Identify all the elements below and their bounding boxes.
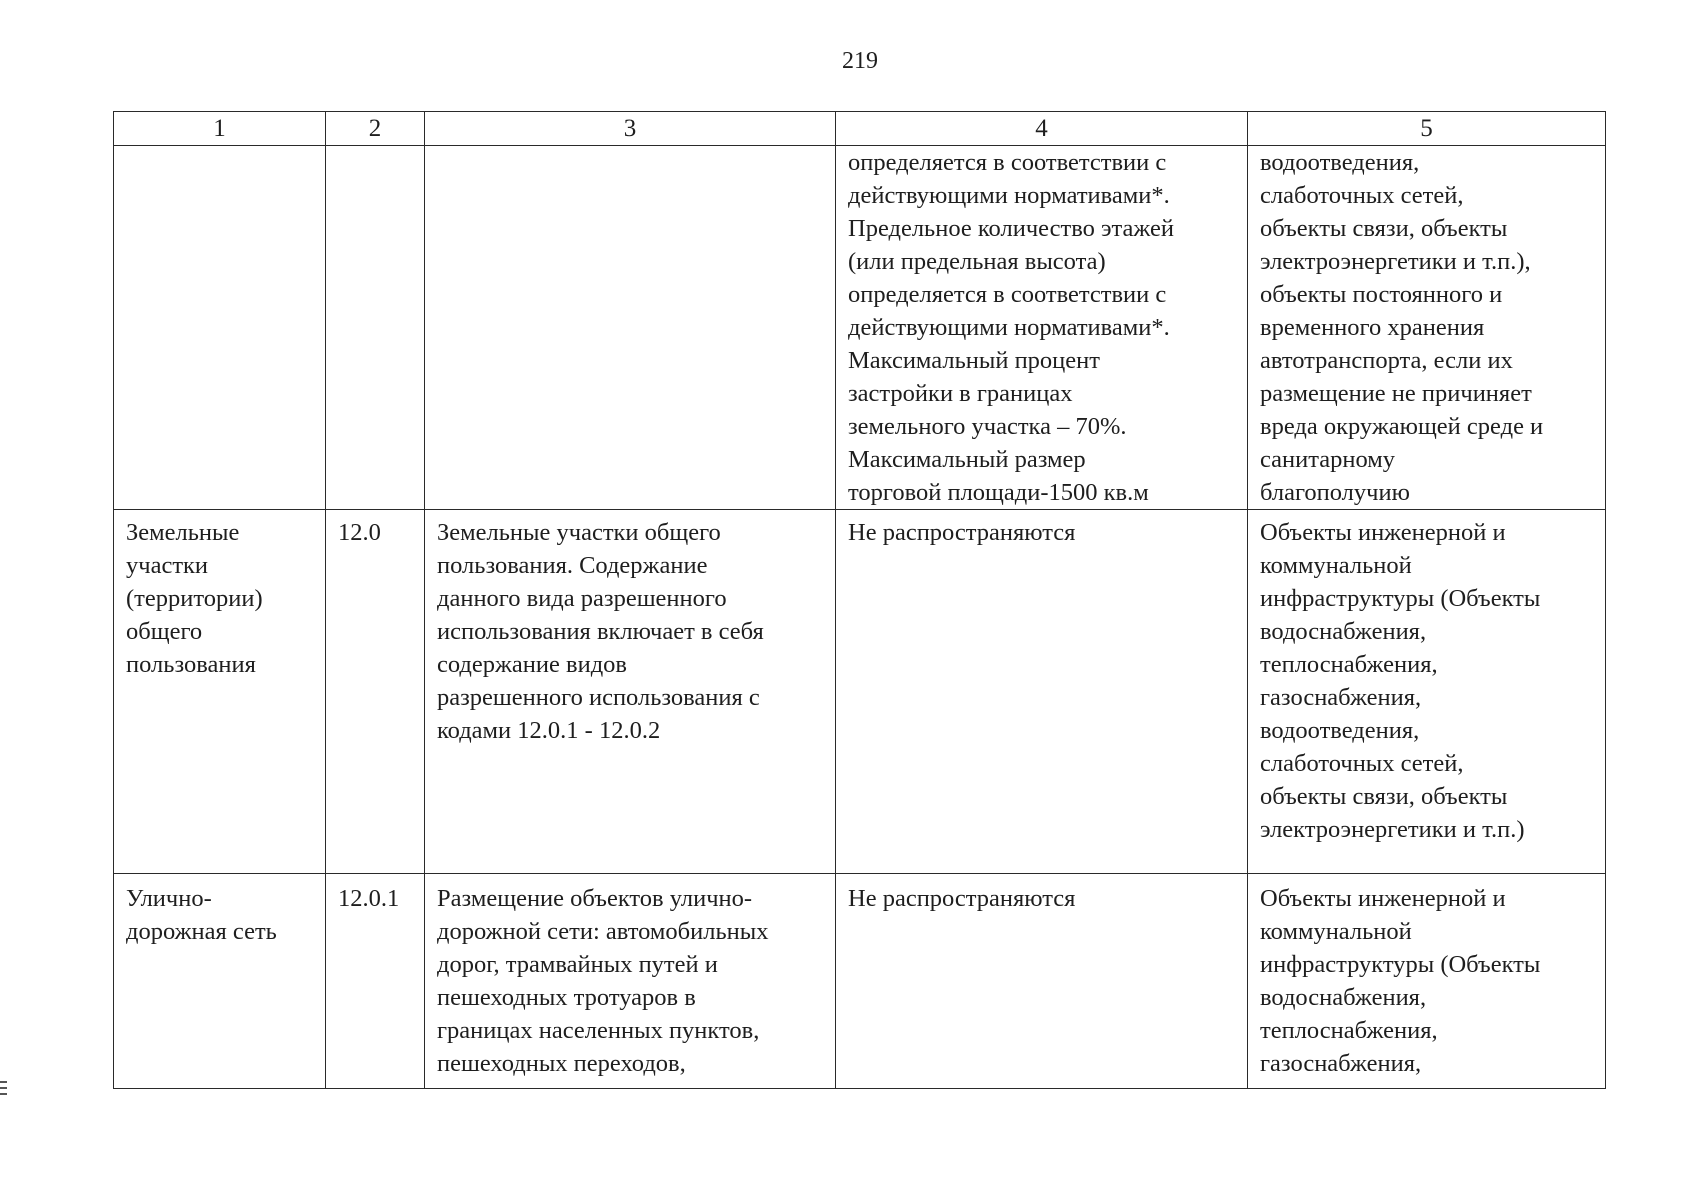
land-use-table [113,111,1606,1089]
text-line: Размещение объектов улично- [437,885,753,912]
text-line: Максимальный процент [848,347,1100,374]
text-line: слаботочных сетей, [1260,750,1464,777]
text-line: дорожной сети: автомобильных [437,918,769,945]
text-line: кодами 12.0.1 - 12.0.2 [437,717,661,744]
text-line: общего [126,618,203,645]
parameters-cell [836,510,1248,874]
text-line: определяется в соответствии с [848,149,1167,176]
text-line: застройки в границах [848,380,1073,407]
text-line: Земельные [126,519,240,546]
use-name-cell [114,146,326,510]
use-name-cell [114,510,326,874]
text-line: вреда окружающей среде и [1260,413,1544,440]
text-line: санитарному [1260,446,1396,473]
text-line: размещение не причиняет [1260,380,1532,407]
use-code-cell [326,510,425,874]
text-line: действующими нормативами*. [848,182,1170,209]
text-line: Не распространяются [848,885,1076,912]
text-line: благополучию [1260,479,1410,506]
header-col-3: 3 [425,112,836,146]
text-line: пешеходных тротуаров в [437,984,696,1011]
table-row [114,510,1606,874]
text-line: границах населенных пунктов, [437,1017,760,1044]
text-line: теплоснабжения, [1260,1017,1438,1044]
text-line: инфраструктуры (Объекты [1260,585,1541,612]
text-line: объекты связи, объекты [1260,783,1508,810]
text-line: газоснабжения, [1260,684,1422,711]
text-line: Земельные участки общего [437,519,721,546]
use-description-cell [425,874,836,1089]
parameters-cell [836,146,1248,510]
text-line: данного вида разрешенного [437,585,727,612]
use-description-cell [425,146,836,510]
text-line: дорожная сеть [126,918,277,945]
text-line: Объекты инженерной и [1260,885,1506,912]
use-name-cell [114,874,326,1089]
parameters-cell [836,874,1248,1089]
text-line: объекты постоянного и [1260,281,1503,308]
use-code: 12.0 [338,519,381,546]
text-line: водоснабжения, [1260,984,1427,1011]
use-code-cell [326,874,425,1089]
text-line: водоотведения, [1260,717,1420,744]
text-line: разрешенного использования с [437,684,760,711]
auxiliary-uses-cell [1248,510,1606,874]
text-line: (или предельная высота) [848,248,1106,275]
auxiliary-uses-cell [1248,146,1606,510]
text-line: дорог, трамвайных путей и [437,951,718,978]
text-line: водоснабжения, [1260,618,1427,645]
text-line: электроэнергетики и т.п.), [1260,248,1531,275]
text-line: электроэнергетики и т.п.) [1260,816,1525,843]
auxiliary-uses-cell [1248,874,1606,1089]
text-line: Объекты инженерной и [1260,519,1506,546]
text-line: пользования. Содержание [437,552,708,579]
text-line: Предельное количество этажей [848,215,1174,242]
scan-edge-mark [0,1081,7,1099]
use-code-cell [326,146,425,510]
text-line: газоснабжения, [1260,1050,1422,1077]
header-col-5: 5 [1248,112,1606,146]
text-line: водоотведения, [1260,149,1420,176]
text-line: инфраструктуры (Объекты [1260,951,1541,978]
text-line: определяется в соответствии с [848,281,1167,308]
table-header-row [114,112,1606,146]
text-line: коммунальной [1260,552,1412,579]
text-line: (территории) [126,585,263,612]
header-col-1: 1 [114,112,326,146]
text-line: Улично- [126,885,212,912]
text-line: участки [126,552,209,579]
text-line: пользования [126,651,256,678]
text-line: теплоснабжения, [1260,651,1438,678]
text-line: Не распространяются [848,519,1076,546]
text-line: слаботочных сетей, [1260,182,1464,209]
use-description-cell [425,510,836,874]
table-row [114,146,1606,510]
header-col-2: 2 [326,112,425,146]
text-line: действующими нормативами*. [848,314,1170,341]
text-line: объекты связи, объекты [1260,215,1508,242]
table-row [114,874,1606,1089]
use-code: 12.0.1 [338,885,400,912]
text-line: земельного участка – 70%. [848,413,1127,440]
text-line: Максимальный размер [848,446,1086,473]
text-line: торговой площади-1500 кв.м [848,479,1149,506]
page-number: 219 [842,48,878,74]
text-line: использования включает в себя [437,618,764,645]
text-line: коммунальной [1260,918,1412,945]
text-line: содержание видов [437,651,627,678]
text-line: автотранспорта, если их [1260,347,1513,374]
header-col-4: 4 [836,112,1248,146]
text-line: пешеходных переходов, [437,1050,686,1077]
text-line: временного хранения [1260,314,1485,341]
